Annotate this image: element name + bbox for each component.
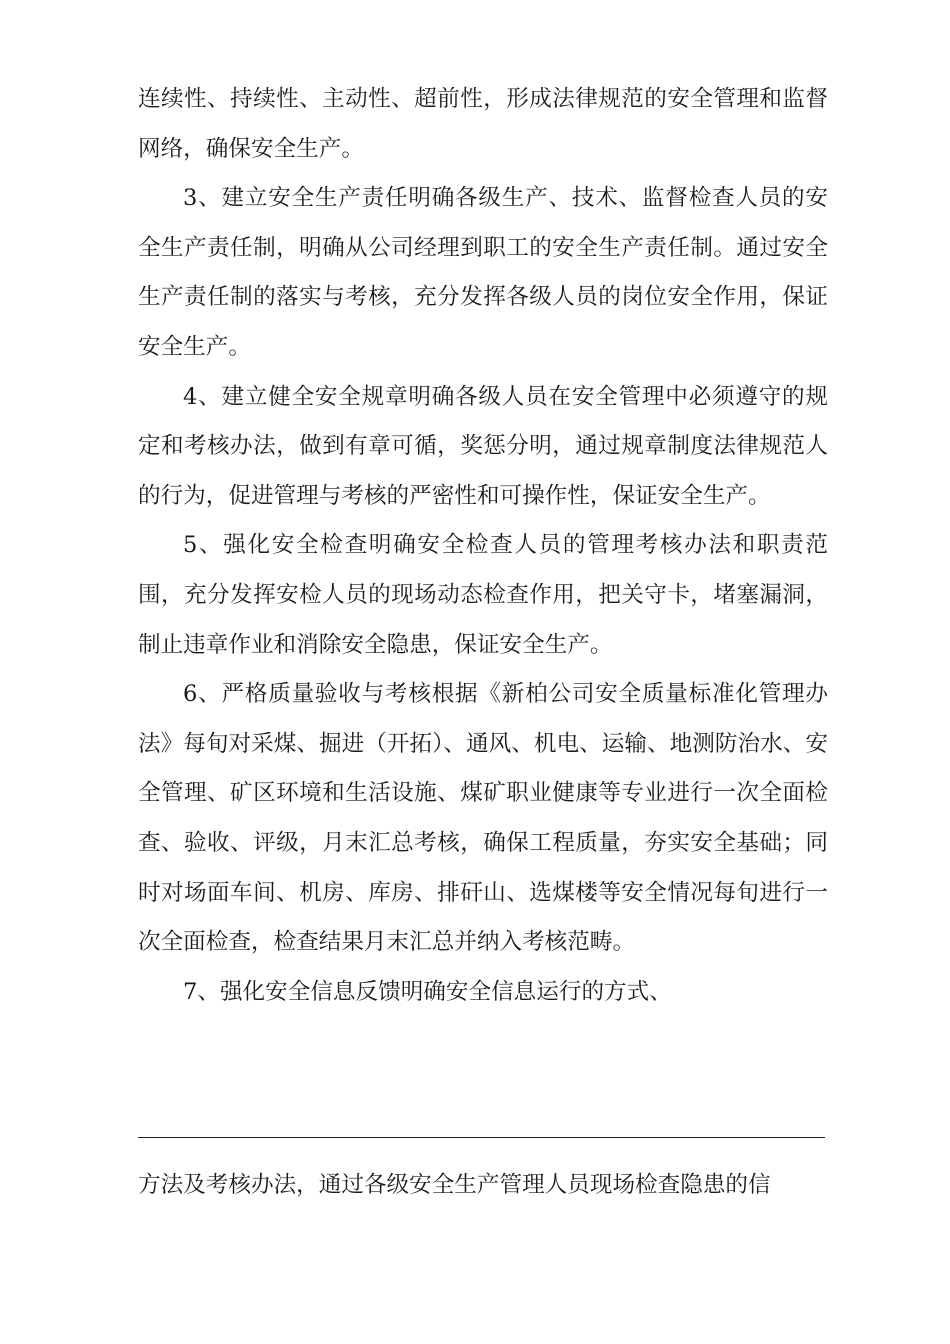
next-page-body [138, 1161, 828, 1211]
paragraph-item-3: 3、建立安全生产责任明确各级生产、技术、监督检查人员的安全生产责任制，明确从公司经理到职工的安全生产责任制。通过安全生产责任制的落实与考核，充分发挥各级人员的岗位安全作用，保证安全生产。 [138, 185, 828, 360]
paragraph-continuation: 方法及考核办法，通过各级安全生产管理人员现场检查隐患的信 [138, 1172, 771, 1198]
paragraph-item-7: 7、强化安全信息反馈明确安全信息运行的方式、 [183, 978, 672, 1005]
paragraph-continued: 连续性、持续性、主动性、超前性，形成法律规范的安全管理和监督网络，确保安全生产。 [138, 86, 828, 162]
paragraph-item-5: 5、强化安全检查明确安全检查人员的管理考核办法和职责范围，充分发挥安检人员的现场动态检查作用，把关守卡，堵塞漏洞，制止违章作业和消除安全隐患，保证安全生产。 [138, 532, 828, 658]
page-divider [138, 1137, 825, 1138]
document-body [138, 75, 828, 1017]
paragraph-item-6: 6、严格质量验收与考核根据《新柏公司安全质量标准化管理办法》每旬对采煤、掘进（开拓）、通风、机电、运输、地测防治水、安全管理、矿区环境和生活设施、煤矿职业健康等专业进行一次全面检查、验收、评级，月末汇总考核，确保工程质量，夯实安全基础；同时对场面车间、机房、库房、排矸山、选煤楼等安全情况每旬进行一次全面检查，检查结果月末汇总并纳入考核范畴。 [138, 681, 828, 956]
paragraph-item-4: 4、建立健全安全规章明确各级人员在安全管理中必须遵守的规定和考核办法，做到有章可循，奖惩分明，通过规章制度法律规范人的行为，促进管理与考核的严密性和可操作性，保证安全生产。 [138, 383, 828, 509]
